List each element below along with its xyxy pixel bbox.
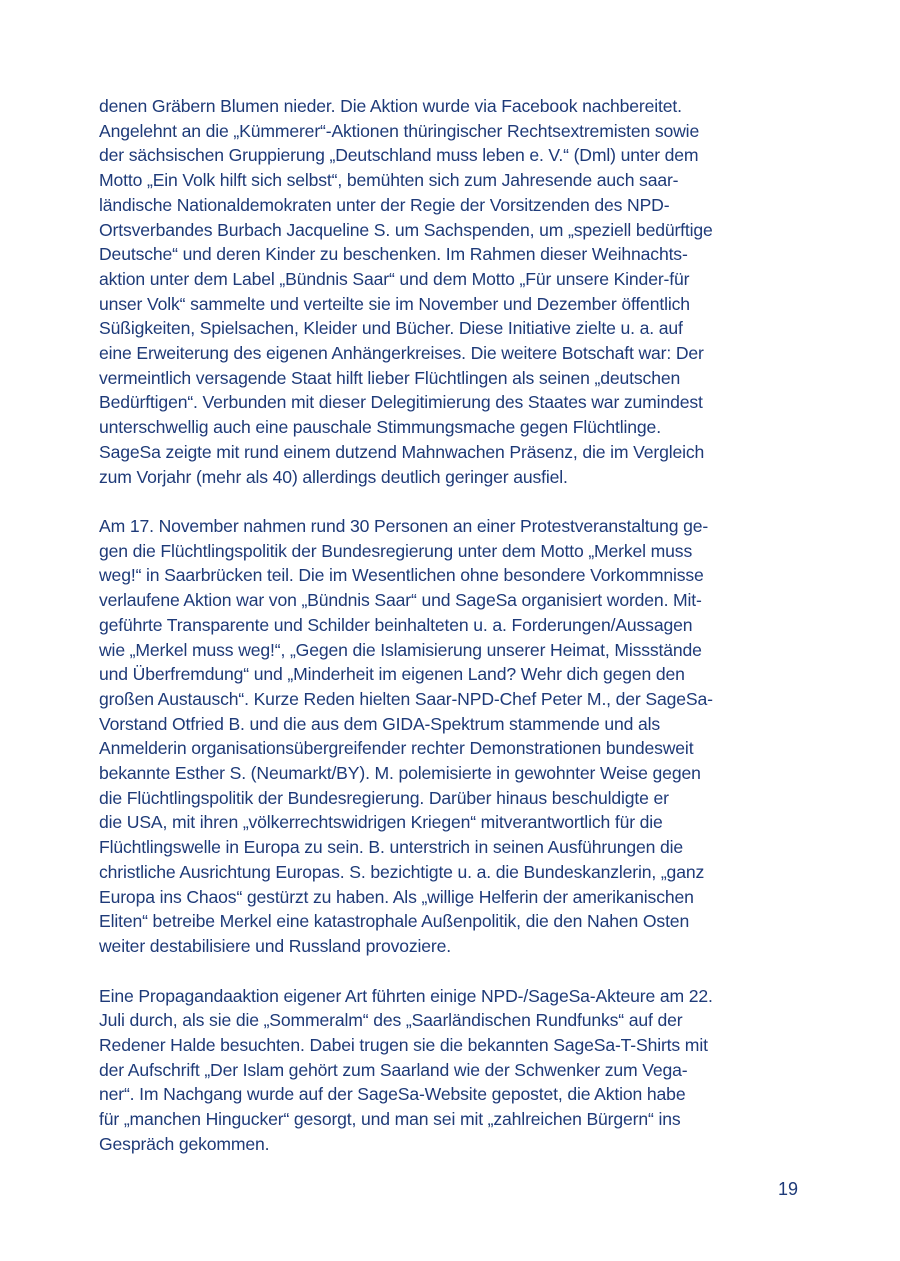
text-line: Ortsverbandes Burbach Jacqueline S. um Sachspenden, um „speziell bedürftige — [99, 219, 713, 240]
text-line: Flüchtlingswelle in Europa zu sein. B. unterstrich in seinen Ausführungen die — [99, 837, 684, 858]
text-line: und Überfremdung“ und „Minderheit im eigenen Land? Wehr dich gegen den — [99, 664, 685, 685]
text-line: gen die Flüchtlingspolitik der Bundesregierung unter dem Motto „Merkel muss — [99, 540, 693, 561]
text-line: unser Volk“ sammelte und verteilte sie im November und Dezember öffentlich — [99, 293, 690, 314]
text-line: der sächsischen Gruppierung „Deutschland muss leben e. V.“ (Dml) unter dem — [99, 145, 699, 166]
text-line: denen Gräbern Blumen nieder. Die Aktion wurde via Facebook nachbereitet. — [99, 96, 682, 116]
text-line: geführte Transparente und Schilder beinhalteten u. a. Forderungen/Aussagen — [99, 614, 693, 635]
text-line: Europa ins Chaos“ gestürzt zu haben. Als „willige Helferin der amerikanischen — [99, 886, 694, 907]
text-line: zum Vorjahr (mehr als 40) allerdings deutlich geringer ausfiel. — [99, 466, 568, 487]
text-line: Deutsche“ und deren Kinder zu beschenken. Im Rahmen dieser Weihnachts- — [99, 244, 688, 265]
text-line: christliche Ausrichtung Europas. S. bezichtigte u. a. die Bundeskanzlerin, „ganz — [99, 861, 705, 882]
text-line: Motto „Ein Volk hilft sich selbst“, bemühten sich zum Jahresende auch saar- — [99, 170, 679, 191]
text-line: für „manchen Hingucker“ gesorgt, und man sei mit „zahlreichen Bürgern“ ins — [99, 1109, 681, 1130]
text-line: ner“. Im Nachgang wurde auf der SageSa-Website gepostet, die Aktion habe — [99, 1084, 686, 1105]
text-line: Redener Halde besuchten. Dabei trugen sie die bekannten SageSa-T-Shirts mit — [99, 1034, 708, 1055]
text-line: vermeintlich versagende Staat hilft lieber Flüchtlingen als seinen „deutschen — [99, 367, 681, 388]
text-line: Süßigkeiten, Spielsachen, Kleider und Bücher. Diese Initiative zielte u. a. auf — [99, 318, 683, 339]
text-line: bekannte Esther S. (Neumarkt/BY). M. polemisierte in gewohnter Weise gegen — [99, 763, 701, 784]
text-line: Juli durch, als sie die „Sommeralm“ des „Saarländischen Rundfunks“ auf der — [99, 1010, 683, 1031]
text-line: der Aufschrift „Der Islam gehört zum Saarland wie der Schwenker zum Vega- — [99, 1059, 688, 1080]
paragraph-3 — [99, 984, 804, 1157]
text-line: ländische Nationaldemokraten unter der Regie der Vorsitzenden des NPD- — [99, 194, 670, 215]
paragraph-2 — [99, 514, 804, 959]
text-line: Anmelderin organisationsübergreifender rechter Demonstrationen bundesweit — [99, 738, 694, 759]
text-line: SageSa zeigte mit rund einem dutzend Mahnwachen Präsenz, die im Vergleich — [99, 441, 705, 462]
text-line: Gespräch gekommen. — [99, 1133, 270, 1154]
text-line: verlaufene Aktion war von „Bündnis Saar“ und SageSa organisiert worden. Mit- — [99, 590, 702, 611]
text-line: eine Erweiterung des eigenen Anhängerkreises. Die weitere Botschaft war: Der — [99, 343, 704, 364]
text-line: Eine Propagandaaktion eigener Art führten einige NPD-/SageSa-Akteure am 22. — [99, 985, 713, 1006]
page-number: 19 — [777, 1179, 798, 1199]
text-line: weg!“ in Saarbrücken teil. Die im Wesentlichen ohne besondere Vorkommnisse — [99, 565, 704, 586]
text-line: weiter destabilisiere und Russland provoziere. — [99, 936, 452, 956]
text-line: aktion unter dem Label „Bündnis Saar“ und dem Motto „Für unsere Kinder-für — [99, 268, 690, 289]
text-line: unterschwellig auch eine pauschale Stimmungsmache gegen Flüchtlinge. — [99, 417, 661, 438]
text-line: Bedürftigen“. Verbunden mit dieser Delegitimierung des Staates war zumindest — [99, 392, 703, 413]
text-line: Eliten“ betreibe Merkel eine katastrophale Außenpolitik, die den Nahen Osten — [99, 911, 690, 932]
text-line: Angelehnt an die „Kümmerer“-Aktionen thüringischer Rechtsextremisten sowie — [99, 120, 700, 141]
text-line: die USA, mit ihren „völkerrechtswidrigen Kriegen“ mitverantwortlich für die — [99, 812, 663, 833]
text-line: die Flüchtlingspolitik der Bundesregierung. Darüber hinaus beschuldigte er — [99, 787, 669, 808]
text-line: Am 17. November nahmen rund 30 Personen an einer Protestveranstaltung ge- — [99, 516, 709, 537]
text-line: Vorstand Otfried B. und die aus dem GIDA-Spektrum stammende und als — [99, 713, 661, 734]
text-line: wie „Merkel muss weg!“, „Gegen die Islamisierung unserer Heimat, Missstände — [99, 639, 702, 660]
text-line: großen Austausch“. Kurze Reden hielten Saar-NPD-Chef Peter M., der SageSa- — [99, 688, 713, 709]
paragraph-1 — [99, 94, 804, 489]
body-text — [99, 94, 804, 1181]
